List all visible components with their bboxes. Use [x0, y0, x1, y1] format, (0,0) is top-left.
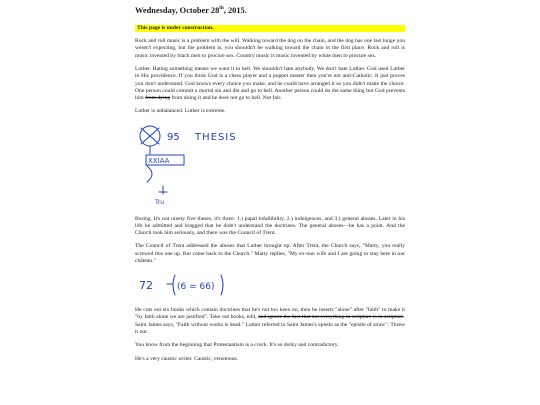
handwritten-equation: (6 = 66) — [177, 282, 215, 293]
handwritten-number: 95 — [167, 131, 180, 143]
handwritten-sketch-math — [135, 271, 405, 299]
handwritten-small-note: Tru — [155, 198, 165, 206]
right-paren-stroke — [221, 275, 223, 295]
handwritten-72: 72 — [139, 279, 153, 293]
handwritten-box-letters: XXIAA — [148, 156, 170, 165]
handwritten-word: THESIS — [195, 131, 237, 143]
p2-text-b: from doing it and he does not go to hell. Not fair. — [170, 95, 282, 102]
paragraph-luther-unbalanced: Luther is unbalanced. Luther is extreme. — [135, 108, 226, 115]
construction-banner: This page is under construction. — [135, 25, 405, 32]
left-paren-stroke — [173, 275, 175, 295]
p6-text-a: He cuts out six books which contain doctrines that he's not too keen on, then he inserts "alone" after "faith" to make it "by faith alone we are justified". Take out books, edit, — [135, 307, 405, 321]
document-content — [135, 6, 405, 369]
p2-strikethrough: from dying — [145, 95, 171, 102]
handwritten-sketch-theses — [135, 122, 405, 212]
date-year: , 2015. — [223, 6, 247, 15]
paragraph-theses-boring: Boring. It's not ninety five theses, it's three: 1.) papal infallibility, 2.) indulgences, and 3.) general abuses. Later in his life he admitted and bragged that he didn't understand the doctrines. The general abuses—he has a point. And the Church took him seriously, and there was the Council of Trent. — [135, 215, 405, 237]
sketch-math-drawing — [135, 271, 405, 299]
paragraph-caustic: He's a very caustic writer. Caustic, venomous. — [135, 355, 239, 362]
date-text: Wednesday, October 28 — [135, 6, 220, 15]
date-suffix: th — [219, 6, 224, 12]
paragraph-six-books — [135, 307, 405, 336]
paragraph-protestantism: You know from the beginning that Protestantism is a crock. It's so dorky and contradictory. — [135, 342, 339, 349]
p6-strikethrough: and ignore the fact that not everything in scripture is in scripture — [258, 314, 404, 321]
sketch-theses-drawing — [135, 122, 405, 212]
paragraph-rock-and-roll: Rock and roll music is a problem with the will. Walking toward the dog on the chain, and the dog has one last lunge you weren't expecting, but the problem is, you shouldn't be walking toward the chain in the first place. Rock and roll is music invented by black men to procure sex. Country music is music invented by white men to procure sex. — [135, 38, 405, 59]
paragraph-luther-hate — [135, 66, 405, 102]
p6-text-b: . Saint James says, "Faith without works is dead." Luther referred to Saint James's epistle as the "epistle of straw". Threw it out. — [135, 314, 405, 335]
p2-text-a: Luther. Hating something means we want it in hell. We shouldn't hate anybody. We don't hate Luther. God used Luther in His providence. If you think God is a chess player and a puppet master then you're not anti-Catholic. It just proves you don't understand. God knows every choice you make, and he could have arranged it so you didn't make the choice. One person could commit a mortal sin and die and go to hell. Another person could do the same thing but God prevents him — [135, 65, 405, 102]
paragraph-council-trent: The Council of Trent addressed the abuses that Luther brought up. After Trent, the Church says, "Marty, you really screwed this one up. But come back to the Church." Marty replies, "My ex-nun wife and I are going to stay here in our château." — [135, 243, 405, 264]
entry-date — [135, 6, 405, 17]
